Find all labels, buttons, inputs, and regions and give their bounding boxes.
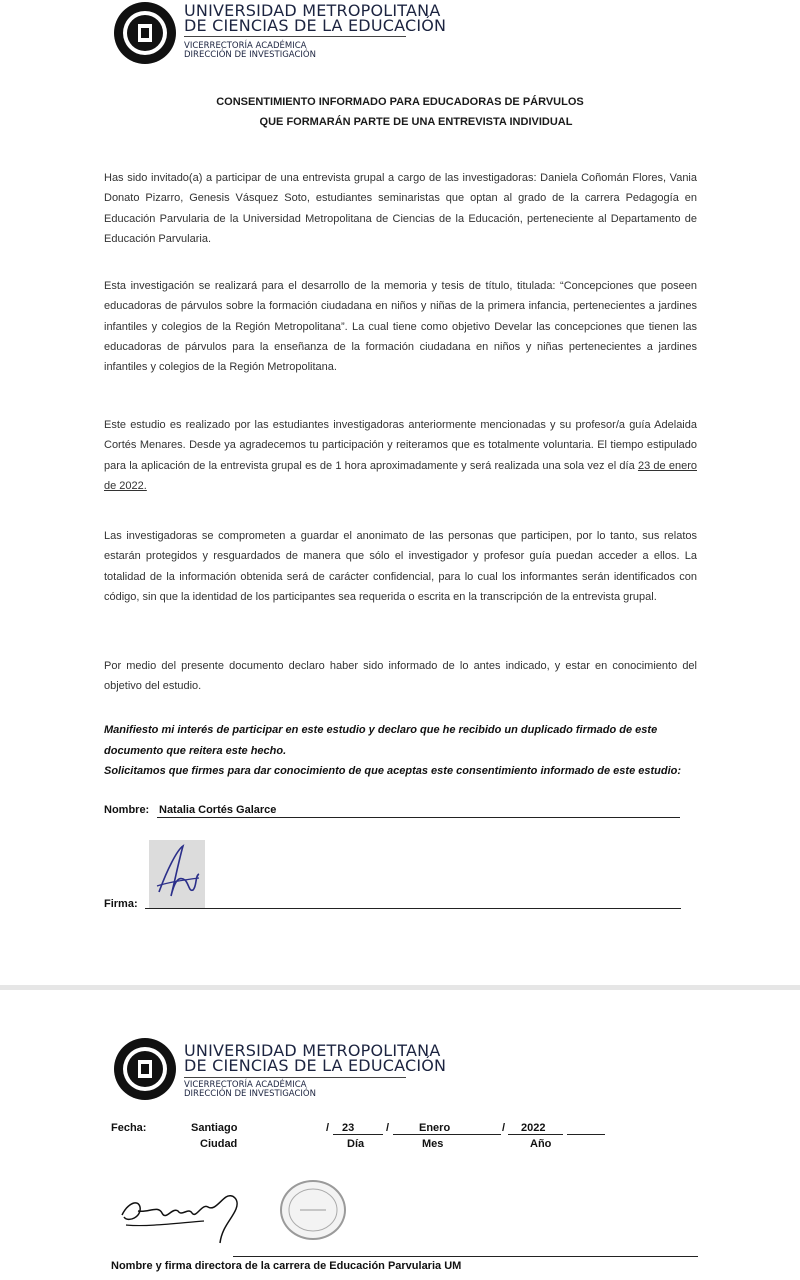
month-label: Mes — [422, 1138, 444, 1150]
paragraph-anonymity: Las investigadoras se comprometen a guardar el anonimato de las personas que participen, por lo tanto, sus relatos estarán protegidos y resguardados de manera que sólo el investigador y profesor guía puedan acceder a ellos. La totalidad de la información obtenida será de carácter confidencial, para lo cual los informantes serán identificados con código, sin que la identidad de los participantes sea requerida o escrita en la transcripción de la entrevista grupal. — [104, 530, 697, 603]
interview-date: 23 de enero de 2022. — [104, 459, 697, 492]
fecha-slash-3: / — [502, 1122, 506, 1134]
logo-sub2: DIRECCIÓN DE INVESTIGACIÓN — [184, 50, 316, 60]
declaration-interest: Manifiesto mi interés de participar en este estudio y declaro que he recibido un duplicado firmado de este documento que reitera este hecho. — [104, 724, 658, 757]
city-label: Ciudad — [200, 1138, 238, 1150]
page-separator — [0, 985, 800, 990]
year-line — [508, 1134, 563, 1135]
day-label: Día — [347, 1138, 365, 1150]
declaration-request: Solicitamos que firmes para dar conocimiento de que aceptas este consentimiento informado de este estudio: — [104, 765, 682, 777]
university-logo-page2 — [110, 1036, 447, 1102]
year-label: Año — [530, 1138, 552, 1150]
document-title-line1: CONSENTIMIENTO INFORMADO PARA EDUCADORAS DE PÁRVULOS — [216, 96, 584, 108]
fecha-label: Fecha: — [111, 1122, 147, 1134]
director-line — [233, 1256, 698, 1257]
logo-line1: UNIVERSIDAD METROPOLITANA — [184, 1041, 441, 1060]
year-extra-line — [567, 1134, 605, 1135]
director-caption: Nombre y firma directora de la carrera de Educación Parvularia UM — [111, 1260, 462, 1272]
firma-label: Firma: — [104, 898, 138, 910]
logo-sub1: VICERRECTORÍA ACADÉMICA — [184, 1080, 307, 1090]
university-seal-icon — [114, 2, 176, 64]
month-line — [393, 1134, 501, 1135]
document-title-line2: QUE FORMARÁN PARTE DE UNA ENTREVISTA INDIVIDUAL — [259, 116, 573, 128]
paragraph-study — [104, 415, 697, 496]
director-signature — [118, 1183, 248, 1245]
city-value: Santiago — [191, 1122, 238, 1134]
participant-signature — [149, 840, 205, 908]
logo-line1: UNIVERSIDAD METROPOLITANA — [184, 1, 441, 20]
logo-line2: DE CIENCIAS DE LA EDUCACIÓN — [184, 1056, 447, 1075]
university-logo — [110, 0, 447, 66]
logo-divider — [184, 36, 406, 37]
university-seal-icon — [114, 1038, 176, 1100]
paragraph-invitation: Has sido invitado(a) a participar de una entrevista grupal a cargo de las investigadoras: Daniela Coñomán Flores, Vania Donato Pizarro, Genesis Vásquez Soto, estudiantes seminaristas que optan al grado de la carrera Pedagogía en Educación Parvularia de la Universidad Metropolitana de Ciencias de la Educación, perteneciente al Departamento de Educación Parvularia. — [104, 172, 697, 245]
firma-line — [145, 908, 681, 909]
paragraph-research: Esta investigación se realizará para el desarrollo de la memoria y tesis de título, titulada: “Concepciones que poseen educadoras de párvulos sobre la formación ciudadana en niños y niñas de la primera infancia, pertenecientes a jardines infantiles y colegios de la Región Metropolitana”. La cual tiene como objetivo Develar las concepciones que tienen las educadoras de párvulos para la enseñanza de la formación ciudadana en niños y niñas pertenecientes a jardines infantiles y colegios de la Región Metropolitana. — [104, 280, 697, 374]
fecha-slash-2: / — [386, 1122, 390, 1134]
nombre-label: Nombre: — [104, 804, 150, 816]
paragraph-study-text: Este estudio es realizado por las estudiantes investigadoras anteriormente mencionadas y su profesor/a guía Adelaida Cortés Menares. Desde ya agradecemos tu participación y reiteramos que es totalmente voluntaria. El tiempo estipulado para la aplicación de la entrevista grupal es de 1 hora aproximadamente y será realizada una sola vez el día — [104, 419, 697, 472]
day-value: 23 — [342, 1122, 355, 1134]
nombre-line — [157, 817, 680, 818]
nombre-value: Natalia Cortés Galarce — [159, 804, 277, 816]
logo-sub2: DIRECCIÓN DE INVESTIGACIÓN — [184, 1089, 316, 1099]
paragraph-declaration: Por medio del presente documento declaro haber sido informado de lo antes indicado, y estar en conocimiento del objetivo del estudio. — [104, 660, 697, 693]
official-stamp — [280, 1180, 346, 1240]
fecha-slash-1: / — [326, 1122, 330, 1134]
logo-sub1: VICERRECTORÍA ACADÉMICA — [184, 41, 307, 51]
logo-line2: DE CIENCIAS DE LA EDUCACIÓN — [184, 16, 447, 35]
year-value: 2022 — [521, 1122, 546, 1134]
logo-divider — [184, 1077, 406, 1078]
month-value: Enero — [419, 1122, 451, 1134]
day-line — [333, 1134, 383, 1135]
